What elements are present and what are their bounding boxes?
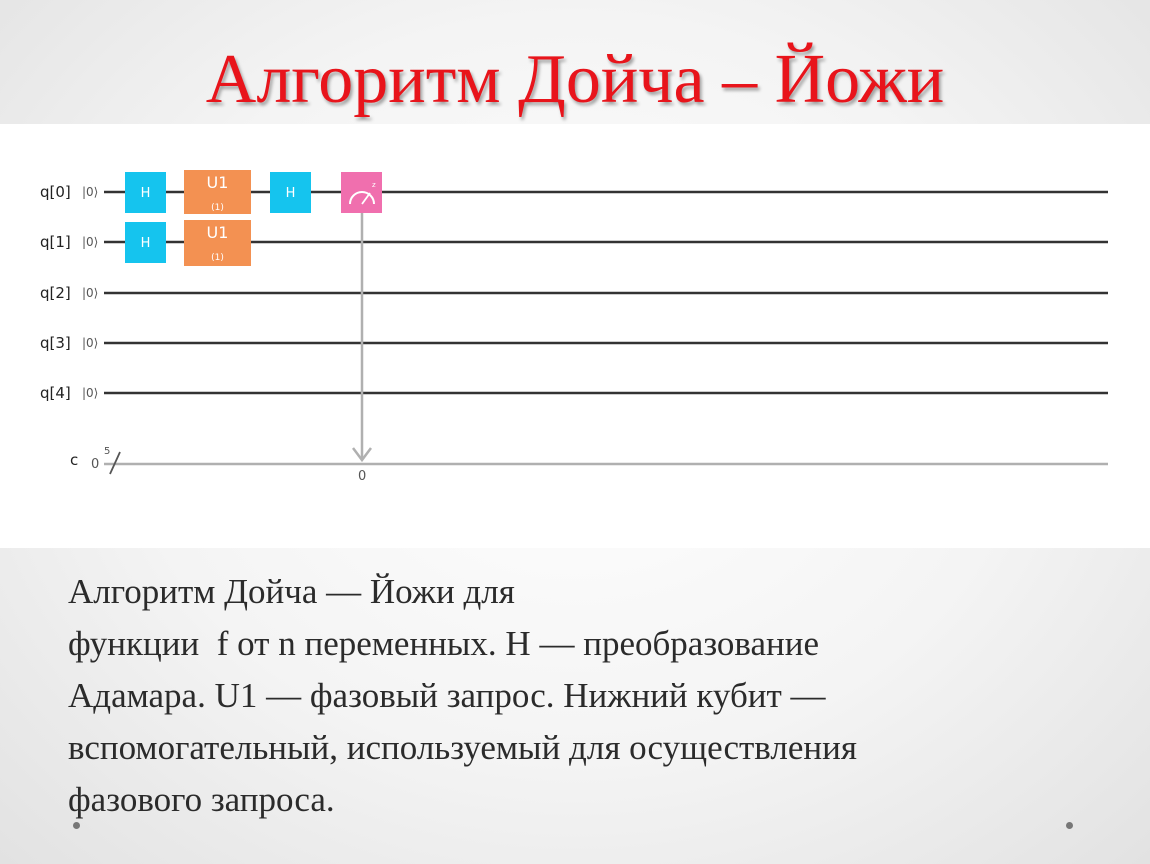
description-line-3: Адамара. U1 — фазовый запрос. Нижний кубит — <box>68 676 826 715</box>
classical-register-label: c <box>70 451 79 469</box>
qubit-ket-4: |0⟩ <box>82 386 99 400</box>
classical-register-width: 5 <box>104 446 111 457</box>
u1-gate-q0-label: U1 <box>206 173 229 192</box>
hadamard-gate-q0-label: H <box>140 186 151 201</box>
u1-gate-q1-label: U1 <box>206 223 229 242</box>
u1-gate-q1-param: (1) <box>211 253 224 263</box>
description-line-4: вспомогательный, используемый для осуществления <box>68 728 857 767</box>
description-line-1: Алгоритм Дойча — Йожи для <box>68 572 515 611</box>
quantum-circuit-diagram <box>0 124 1150 548</box>
qubit-label-3: q[3] <box>40 334 71 352</box>
hadamard-gate-q0-second-label: H <box>285 186 296 201</box>
slide-description <box>68 566 1068 826</box>
description-line-2: функции f от n переменных. H — преобразование <box>68 624 820 663</box>
svg-text:z: z <box>372 181 376 189</box>
slide-title: Алгоритм Дойча – Йожи <box>205 41 945 118</box>
u1-gate-q0-param: (1) <box>211 203 224 213</box>
hadamard-gate-q1-label: H <box>140 236 151 251</box>
bullet-dot-left <box>73 822 80 829</box>
qubit-ket-0: |0⟩ <box>82 185 99 199</box>
qubit-label-1: q[1] <box>40 233 71 251</box>
qubit-ket-2: |0⟩ <box>82 286 99 300</box>
qubit-label-2: q[2] <box>40 284 71 302</box>
qubit-ket-1: |0⟩ <box>82 235 99 249</box>
description-line-5: фазового запроса. <box>68 780 335 819</box>
qubit-ket-3: |0⟩ <box>82 336 99 350</box>
qubit-label-4: q[4] <box>40 384 71 402</box>
measurement-bit-index: 0 <box>358 469 367 484</box>
bullet-dot-right <box>1066 822 1073 829</box>
classical-register-value: 0 <box>91 457 100 472</box>
qubit-label-0: q[0] <box>40 183 71 201</box>
